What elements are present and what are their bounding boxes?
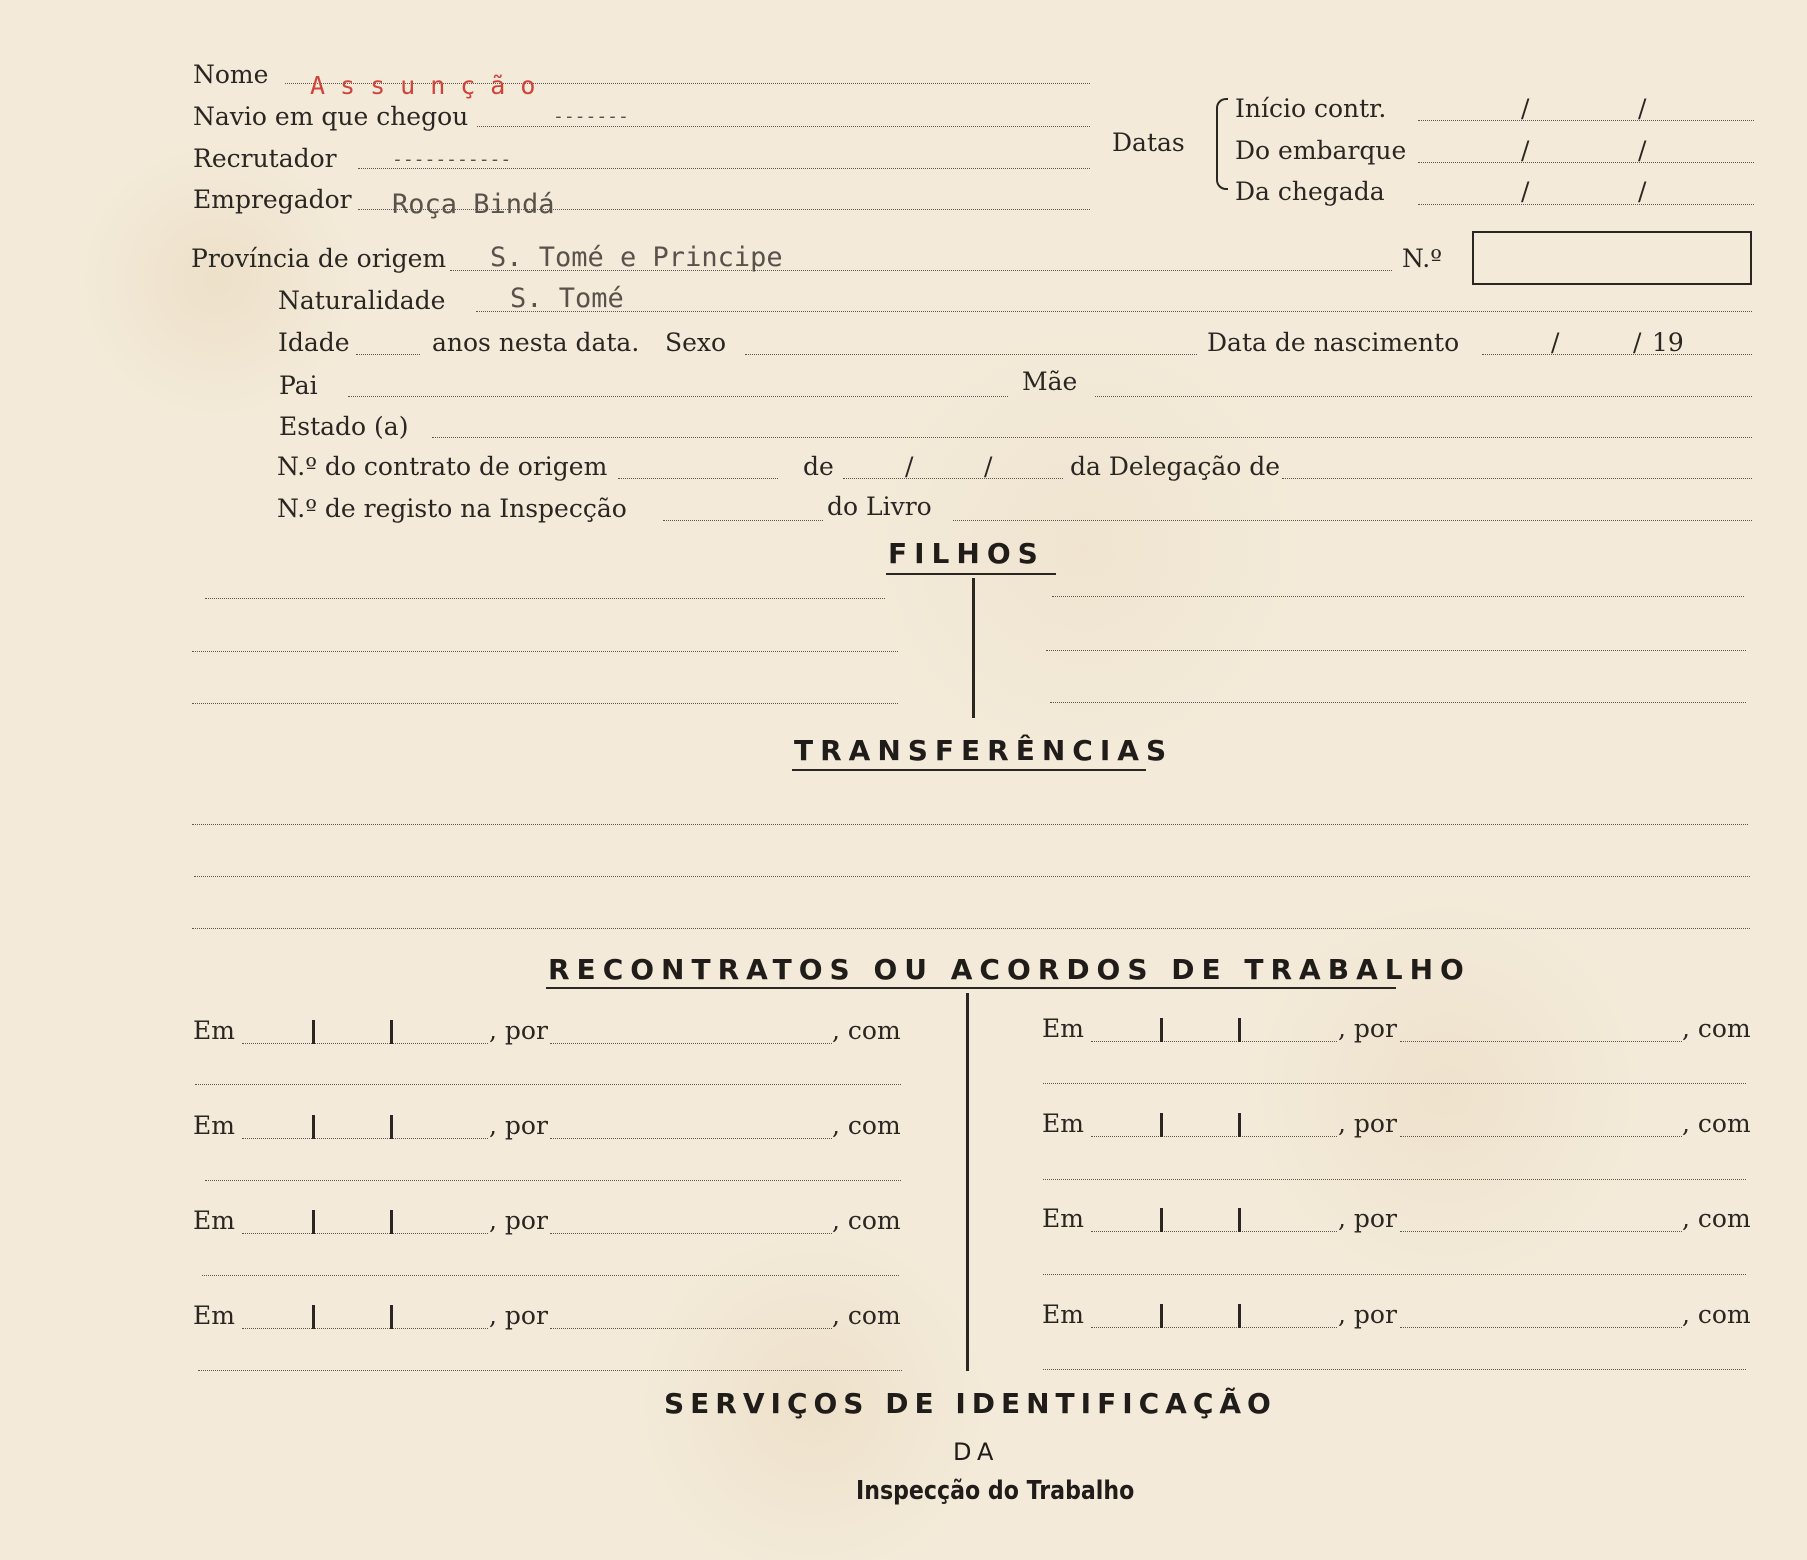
por-line <box>550 1043 832 1044</box>
navio-label: Navio em que chegou <box>193 102 469 131</box>
em-date-line <box>242 1138 488 1139</box>
com-line <box>195 1084 901 1085</box>
em-date-line <box>242 1328 488 1329</box>
date-separator <box>1160 1018 1163 1042</box>
pai-line <box>348 396 1008 397</box>
anos-label: anos nesta data. <box>432 328 640 357</box>
date-separator <box>390 1020 393 1044</box>
em-date-line <box>242 1043 488 1044</box>
nascimento-label: Data de nascimento <box>1207 328 1460 357</box>
inicio-slash-2: / <box>1638 94 1647 123</box>
datas-brace <box>1216 98 1228 190</box>
em-date-line <box>1091 1136 1337 1137</box>
em-date-line <box>242 1233 488 1234</box>
naturalidade-line <box>476 311 1752 312</box>
nascimento-slash-2: / <box>1633 328 1642 357</box>
por-line <box>1400 1231 1682 1232</box>
sexo-label: Sexo <box>665 328 727 357</box>
por-label: , por <box>1338 1300 1397 1329</box>
datas-label: Datas <box>1112 128 1185 157</box>
inicio-label: Início contr. <box>1235 94 1387 123</box>
filhos-line-right-1 <box>1052 596 1744 597</box>
embarque-slash-1: / <box>1521 136 1530 165</box>
com-label: , com <box>832 1206 901 1235</box>
por-label: , por <box>1338 1109 1397 1138</box>
contrato-slash-1: / <box>905 452 914 481</box>
contrato-label: N.º do contrato de origem <box>277 452 608 481</box>
recontratos-divider <box>966 993 969 1371</box>
estado-label: Estado (a) <box>279 412 409 441</box>
com-label: , com <box>832 1301 901 1330</box>
com-label: , com <box>1682 1014 1751 1043</box>
footer-da: DA <box>953 1438 1000 1466</box>
recontratos-heading: RECONTRATOS OU ACORDOS DE TRABALHO <box>548 953 1471 986</box>
pai-label: Pai <box>279 371 318 400</box>
transferencias-heading: TRANSFERÊNCIAS <box>794 734 1174 767</box>
em-label: Em <box>1042 1204 1084 1233</box>
por-label: , por <box>489 1301 548 1330</box>
em-label: Em <box>1042 1014 1084 1043</box>
por-label: , por <box>1338 1014 1397 1043</box>
com-line <box>198 1370 902 1371</box>
em-label: Em <box>193 1206 235 1235</box>
date-separator <box>1238 1208 1241 1232</box>
nascimento-line <box>1482 354 1752 355</box>
por-label: , por <box>1338 1204 1397 1233</box>
date-separator <box>1160 1113 1163 1137</box>
mae-label: Mãe <box>1022 367 1078 396</box>
nascimento-year-prefix: 19 <box>1652 328 1684 357</box>
com-label: , com <box>832 1111 901 1140</box>
por-label: , por <box>489 1016 548 1045</box>
em-label: Em <box>193 1111 235 1140</box>
em-label: Em <box>193 1016 235 1045</box>
date-separator <box>1238 1018 1241 1042</box>
contrato-de-label: de <box>803 452 834 481</box>
recrutador-label: Recrutador <box>193 144 337 173</box>
recrutador-value: ----------- <box>392 149 512 170</box>
em-label: Em <box>193 1301 235 1330</box>
date-separator <box>1238 1304 1241 1328</box>
numero-label: N.º <box>1402 244 1442 273</box>
nascimento-slash-1: / <box>1551 328 1560 357</box>
inicio-slash-1: / <box>1521 94 1530 123</box>
recontratos-underline <box>546 987 1396 989</box>
chegada-slash-2: / <box>1638 177 1647 206</box>
chegada-label: Da chegada <box>1235 177 1385 206</box>
delegacao-label: da Delegação de <box>1070 452 1281 481</box>
date-separator <box>312 1115 315 1139</box>
date-separator <box>390 1115 393 1139</box>
filhos-underline <box>886 573 1056 575</box>
em-date-line <box>1091 1231 1337 1232</box>
date-separator <box>1238 1113 1241 1137</box>
provincia-label: Província de origem <box>191 244 447 273</box>
com-line <box>205 1180 901 1181</box>
nome-label: Nome <box>193 60 269 89</box>
com-line <box>1043 1083 1746 1084</box>
chegada-slash-1: / <box>1521 177 1530 206</box>
delegacao-line <box>1282 478 1752 479</box>
por-label: , por <box>489 1111 548 1140</box>
com-label: , com <box>1682 1109 1751 1138</box>
contrato-line <box>618 478 778 479</box>
com-line <box>1043 1274 1746 1275</box>
embarque-line <box>1418 162 1754 163</box>
por-line <box>550 1328 832 1329</box>
em-label: Em <box>1042 1300 1084 1329</box>
em-date-line <box>1091 1327 1337 1328</box>
mae-line <box>1095 396 1752 397</box>
por-line <box>550 1233 832 1234</box>
embarque-label: Do embarque <box>1235 136 1407 165</box>
date-separator <box>1160 1208 1163 1232</box>
date-separator <box>390 1210 393 1234</box>
estado-line <box>432 437 1752 438</box>
date-separator <box>312 1305 315 1329</box>
transferencias-line-3 <box>192 928 1750 929</box>
transferencias-line-1 <box>192 824 1748 825</box>
idade-label: Idade <box>278 328 350 357</box>
com-label: , com <box>1682 1300 1751 1329</box>
por-line <box>1400 1041 1682 1042</box>
filhos-line-right-2 <box>1046 650 1746 651</box>
numero-box[interactable] <box>1472 231 1752 285</box>
sexo-line <box>745 354 1197 355</box>
em-label: Em <box>1042 1109 1084 1138</box>
naturalidade-label: Naturalidade <box>278 286 446 315</box>
date-separator <box>390 1305 393 1329</box>
com-line <box>1043 1179 1746 1180</box>
registo-line <box>663 520 823 521</box>
naturalidade-value: S. Tomé <box>510 283 624 314</box>
filhos-heading: FILHOS <box>888 537 1045 570</box>
com-line <box>1043 1369 1746 1370</box>
por-line <box>1400 1327 1682 1328</box>
date-separator <box>312 1020 315 1044</box>
footer-servicos: SERVIÇOS DE IDENTIFICAÇÃO <box>664 1387 1277 1420</box>
provincia-value: S. Tomé e Principe <box>490 242 783 273</box>
transferencias-line-2 <box>194 876 1750 877</box>
por-label: , por <box>489 1206 548 1235</box>
navio-value: ------- <box>553 106 629 127</box>
chegada-line <box>1418 204 1754 205</box>
contrato-slash-2: / <box>984 452 993 481</box>
inicio-line <box>1418 120 1754 121</box>
contrato-date-line <box>843 478 1063 479</box>
empregador-value: Roça Bindá <box>392 189 555 220</box>
date-separator <box>312 1210 315 1234</box>
idade-line <box>356 354 420 355</box>
filhos-line-left-2 <box>192 651 898 652</box>
por-line <box>550 1138 832 1139</box>
filhos-line-left-1 <box>205 598 885 599</box>
filhos-divider <box>972 578 975 718</box>
livro-line <box>953 520 1752 521</box>
com-label: , com <box>832 1016 901 1045</box>
transferencias-underline <box>792 769 1146 771</box>
registo-label: N.º de registo na Inspecção <box>277 494 627 523</box>
footer-inspeccao: Inspecção do Trabalho <box>856 1476 1135 1506</box>
embarque-slash-2: / <box>1638 136 1647 165</box>
com-label: , com <box>1682 1204 1751 1233</box>
com-line <box>202 1275 899 1276</box>
empregador-label: Empregador <box>193 185 352 214</box>
nome-value: Assunção <box>310 71 551 100</box>
em-date-line <box>1091 1041 1337 1042</box>
livro-label: do Livro <box>827 492 932 521</box>
date-separator <box>1160 1304 1163 1328</box>
filhos-line-left-3 <box>192 703 898 704</box>
por-line <box>1400 1136 1682 1137</box>
filhos-line-right-3 <box>1050 702 1746 703</box>
